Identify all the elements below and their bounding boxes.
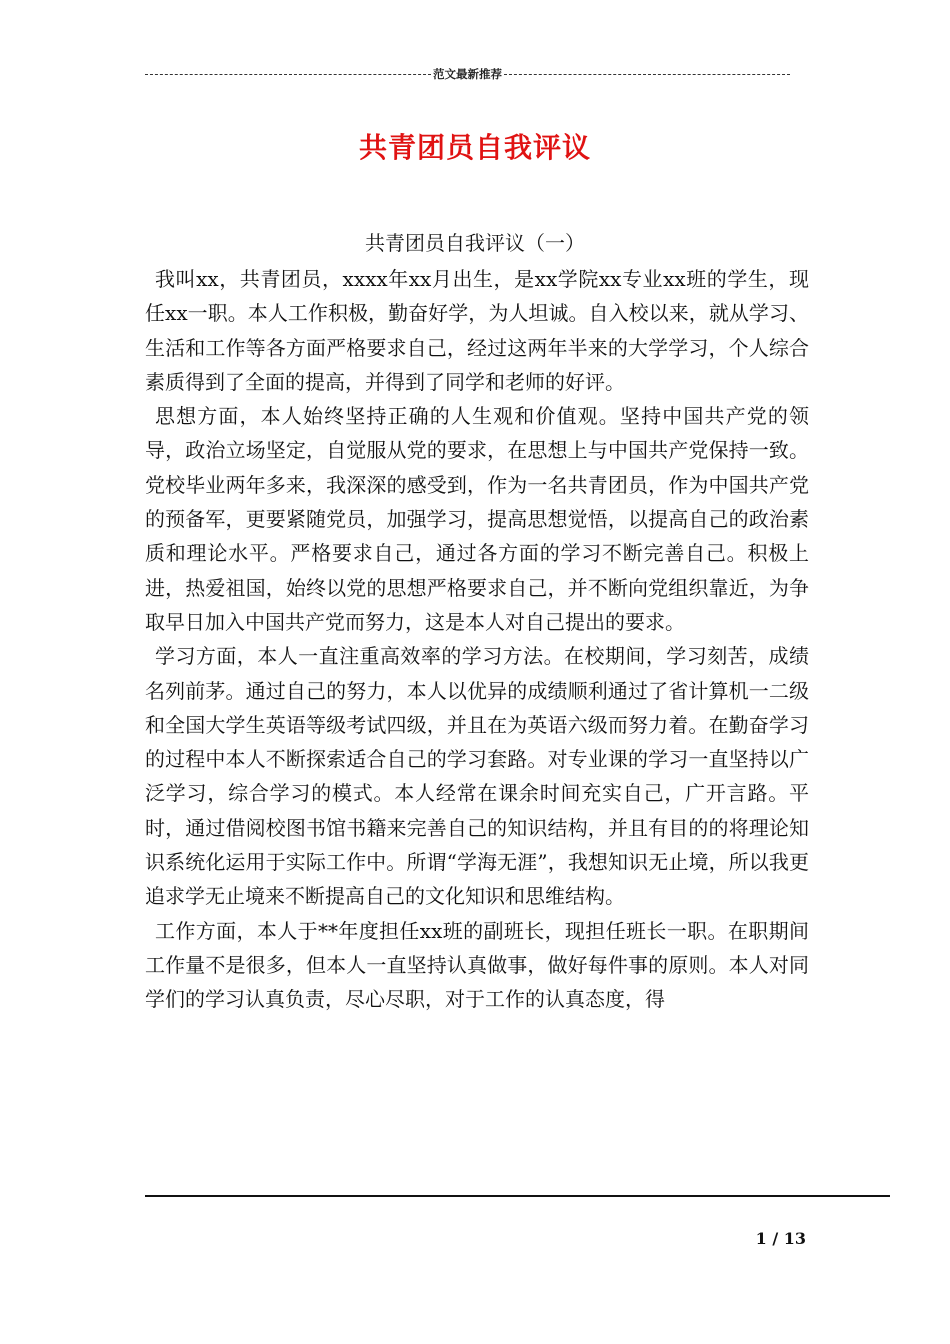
paragraph-intro: 我叫xx，共青团员，xxxx年xx月出生，是xx学院xx专业xx班的学生，现任xx一职。本人工作积极，勤奋好学，为人坦诚。自入校以来，就从学习、生活和工作等各方面严格要求自己，经过这两年半来的大学学习，个人综合素质得到了全面的提高，并得到了同学和老师的好评。 <box>145 267 809 394</box>
document-title: 共青团员自我评议 <box>358 131 591 164</box>
section-subtitle: 共青团员自我评议（一） <box>365 231 585 255</box>
body-text <box>145 262 809 1017</box>
paragraph-thought: 思想方面，本人始终坚持正确的人生观和价值观。坚持中国共产党的领导，政治立场坚定，自觉服从党的要求，在思想上与中国共产党保持一致。党校毕业两年多来，我深深的感受到，作为一名共青团员，作为中国共产党的预备军，更要紧随党员，加强学习，提高思想觉悟，以提高自己的政治素质和理论水平。严格要求自己，通过各方面的学习不断完善自己。积极上进，热爱祖国，始终以党的思想严格要求自己，并不断向党组织靠近，为争取早日加入中国共产党而努力，这是本人对自己提出的要求。 <box>145 404 809 634</box>
footer-divider <box>145 1195 890 1197</box>
paragraph-work: 工作方面，本人于**年度担任xx班的副班长，现担任班长一职。在职期间工作量不是很多，但本人一直坚持认真做事，做好每件事的原则。本人对同学们的学习认真负责，尽心尽职，对于工作的认真态度，得 <box>145 918 809 1012</box>
header-dash-left <box>145 74 431 75</box>
page-header <box>145 66 790 82</box>
page-number: 1 / 13 <box>755 1229 806 1248</box>
paragraph-study: 学习方面，本人一直注重高效率的学习方法。在校期间，学习刻苦，成绩名列前茅。通过自己的努力，本人以优异的成绩顺利通过了省计算机一二级和全国大学生英语等级考试四级，并且在为英语六级而努力着。在勤奋学习的过程中本人不断探索适合自己的学习套路。对专业课的学习一直坚持以广泛学习，综合学习的模式。本人经常在课余时间充实自己，广开言路。平时，通过借阅校图书馆书籍来完善自己的知识结构，并且有目的的将理论知识系统化运用于实际工作中。所谓“学海无涯”，我想知识无止境，所以我更追求学无止境来不断提高自己的文化知识和思维结构。 <box>145 644 809 909</box>
header-label: 范文最新推荐 <box>433 67 502 81</box>
header-dash-right <box>504 74 790 75</box>
